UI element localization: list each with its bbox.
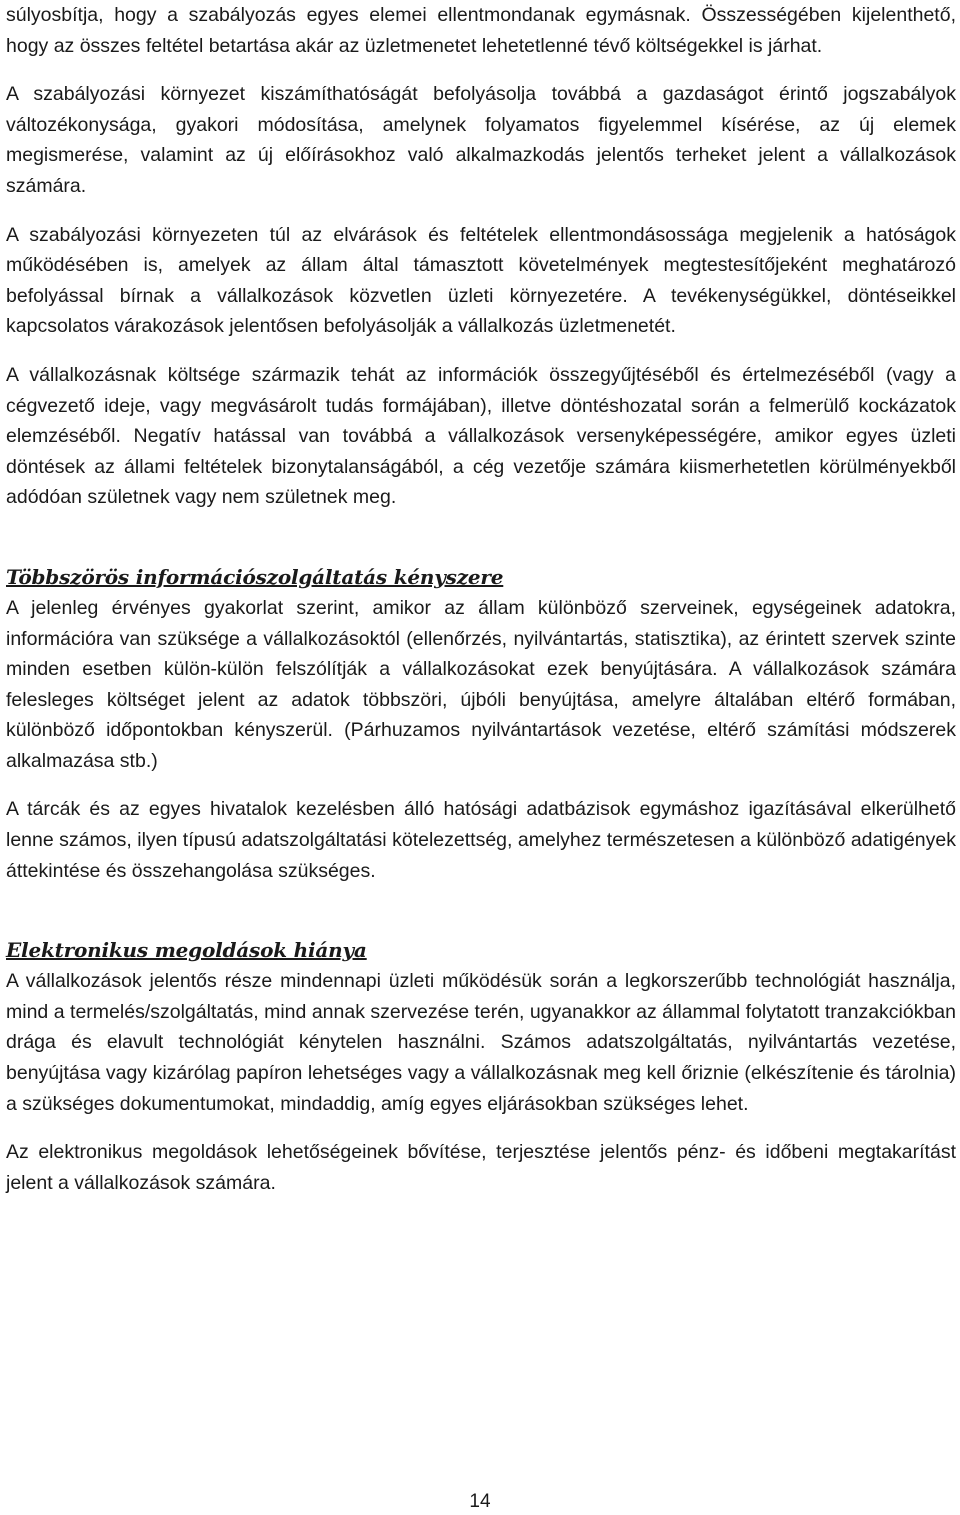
page-number: 14 <box>469 1491 491 1512</box>
paragraph-database-alignment: A tárcák és az egyes hivatalok kezelésben álló hatósági adatbázisok egymáshoz igazításával elkerülhető lenne számos, ilyen típusú adatszolgáltatási kötelezettség, amelyhez természetesen a különböző adatigények áttekintése és összehangolása szükséges. <box>6 798 956 882</box>
paragraph-gap <box>6 61 956 79</box>
section-gap <box>6 886 956 934</box>
paragraph-multiple-reporting: A jelenleg érvényes gyakorlat szerint, amikor az állam különböző szerveinek, egységeinek adatokra, információra van szüksége a vállalkozásoktól (ellenőrzés, nyilvántartás, statisztika), az érintett szervek szinte minden esetben külön-külön felszólítják a vállalkozásokat ezek benyújtására. A vállalkozások számára felesleges költséget jelent az adatok többszöri, újbóli benyújtása, amelyre általában eltérő formában, különböző időpontokban kényszerül. (Párhuzamos nyilvántartások vezetése, eltérő számítási módszerek alkalmazása stb.) <box>6 596 956 772</box>
paragraph-electronic-solutions: A vállalkozások jelentős része mindennapi üzleti működésük során a legkorszerűbb technológiát használja, mind a termelés/szolgáltatás, mind annak szervezése terén, ugyanakkor az állammal folytatott tranzakciókban drága és elavult technológiát kénytelen használni. Számos adatszolgáltatás, nyilvántartás vezetése, benyújtása vagy kizárólag papíron lehetséges vagy a vállalkozásnak meg kell őriznie (elkészítenie és tárolnia) a szükséges dokumentumokat, mindaddig, amíg egyes eljárásokban szükséges lehet. <box>6 970 956 1115</box>
section-gap <box>6 513 956 561</box>
document-page <box>6 0 956 1198</box>
paragraph-information-costs: A vállalkozásnak költsége származik tehát az információk összegyűjtéséből és értelmezéséből (vagy a cégvezető ideje, vagy megvásárolt tudás formájában), illetve döntéshozatal során a felmerülő kockázatok elemzéséből. Negatív hatással van továbbá a vállalkozások versenyképességére, amikor egyes üzleti döntések az állami feltételek bizonytalanságából, a cég vezetője számára kiismerhetetlen körülményekből adódóan születnek vagy nem születnek meg. <box>6 363 956 509</box>
paragraph-electronic-savings: Az elektronikus megoldások lehetőségeinek bővítése, terjesztése jelentős pénz- és időbeni megtakarítást jelent a vállalkozások számára. <box>6 1141 956 1194</box>
paragraph-gap <box>6 342 956 360</box>
paragraph-gap <box>6 776 956 794</box>
paragraph-authorities-contradictions: A szabályozási környezeten túl az elvárások és feltételek ellentmondásossága megjelenik a hatóságok működésében is, amelyek az állam által támasztott követelmények megtestesítőjeként meghatározó befolyással bírnak a vállalkozások közvetlen üzleti környezetére. A tevékenységükkel, döntéseikkel kapcsolatos várakozások jelentősen befolyásolják a vállalkozás üzletmenetét. <box>6 223 956 338</box>
paragraph-regulatory-predictability: A szabályozási környezet kiszámíthatóságát befolyásolja továbbá a gazdaságot érintő jogszabályok változékonysága, gyakori módosítása, amelynek folyamatos figyelemmel kísérése, az új elemek megismerése, valamint az új előírásokhoz való alkalmazkodás jelentős terheket jelent a vállalkozások számára. <box>6 83 956 197</box>
paragraph-gap <box>6 202 956 220</box>
paragraph-continuation: súlyosbítja, hogy a szabályozás egyes elemei ellentmondanak egymásnak. Összességében kijelenthető, hogy az összes feltétel betartása akár az üzletmenetet lehetetlenné tévő költségekkel is járhat. <box>6 4 956 57</box>
section-heading-multiple-reporting: Többszörös információszolgáltatás kényszere <box>6 564 504 589</box>
section-heading-electronic-solutions: Elektronikus megoldások hiánya <box>6 938 367 963</box>
paragraph-gap <box>6 1119 956 1137</box>
